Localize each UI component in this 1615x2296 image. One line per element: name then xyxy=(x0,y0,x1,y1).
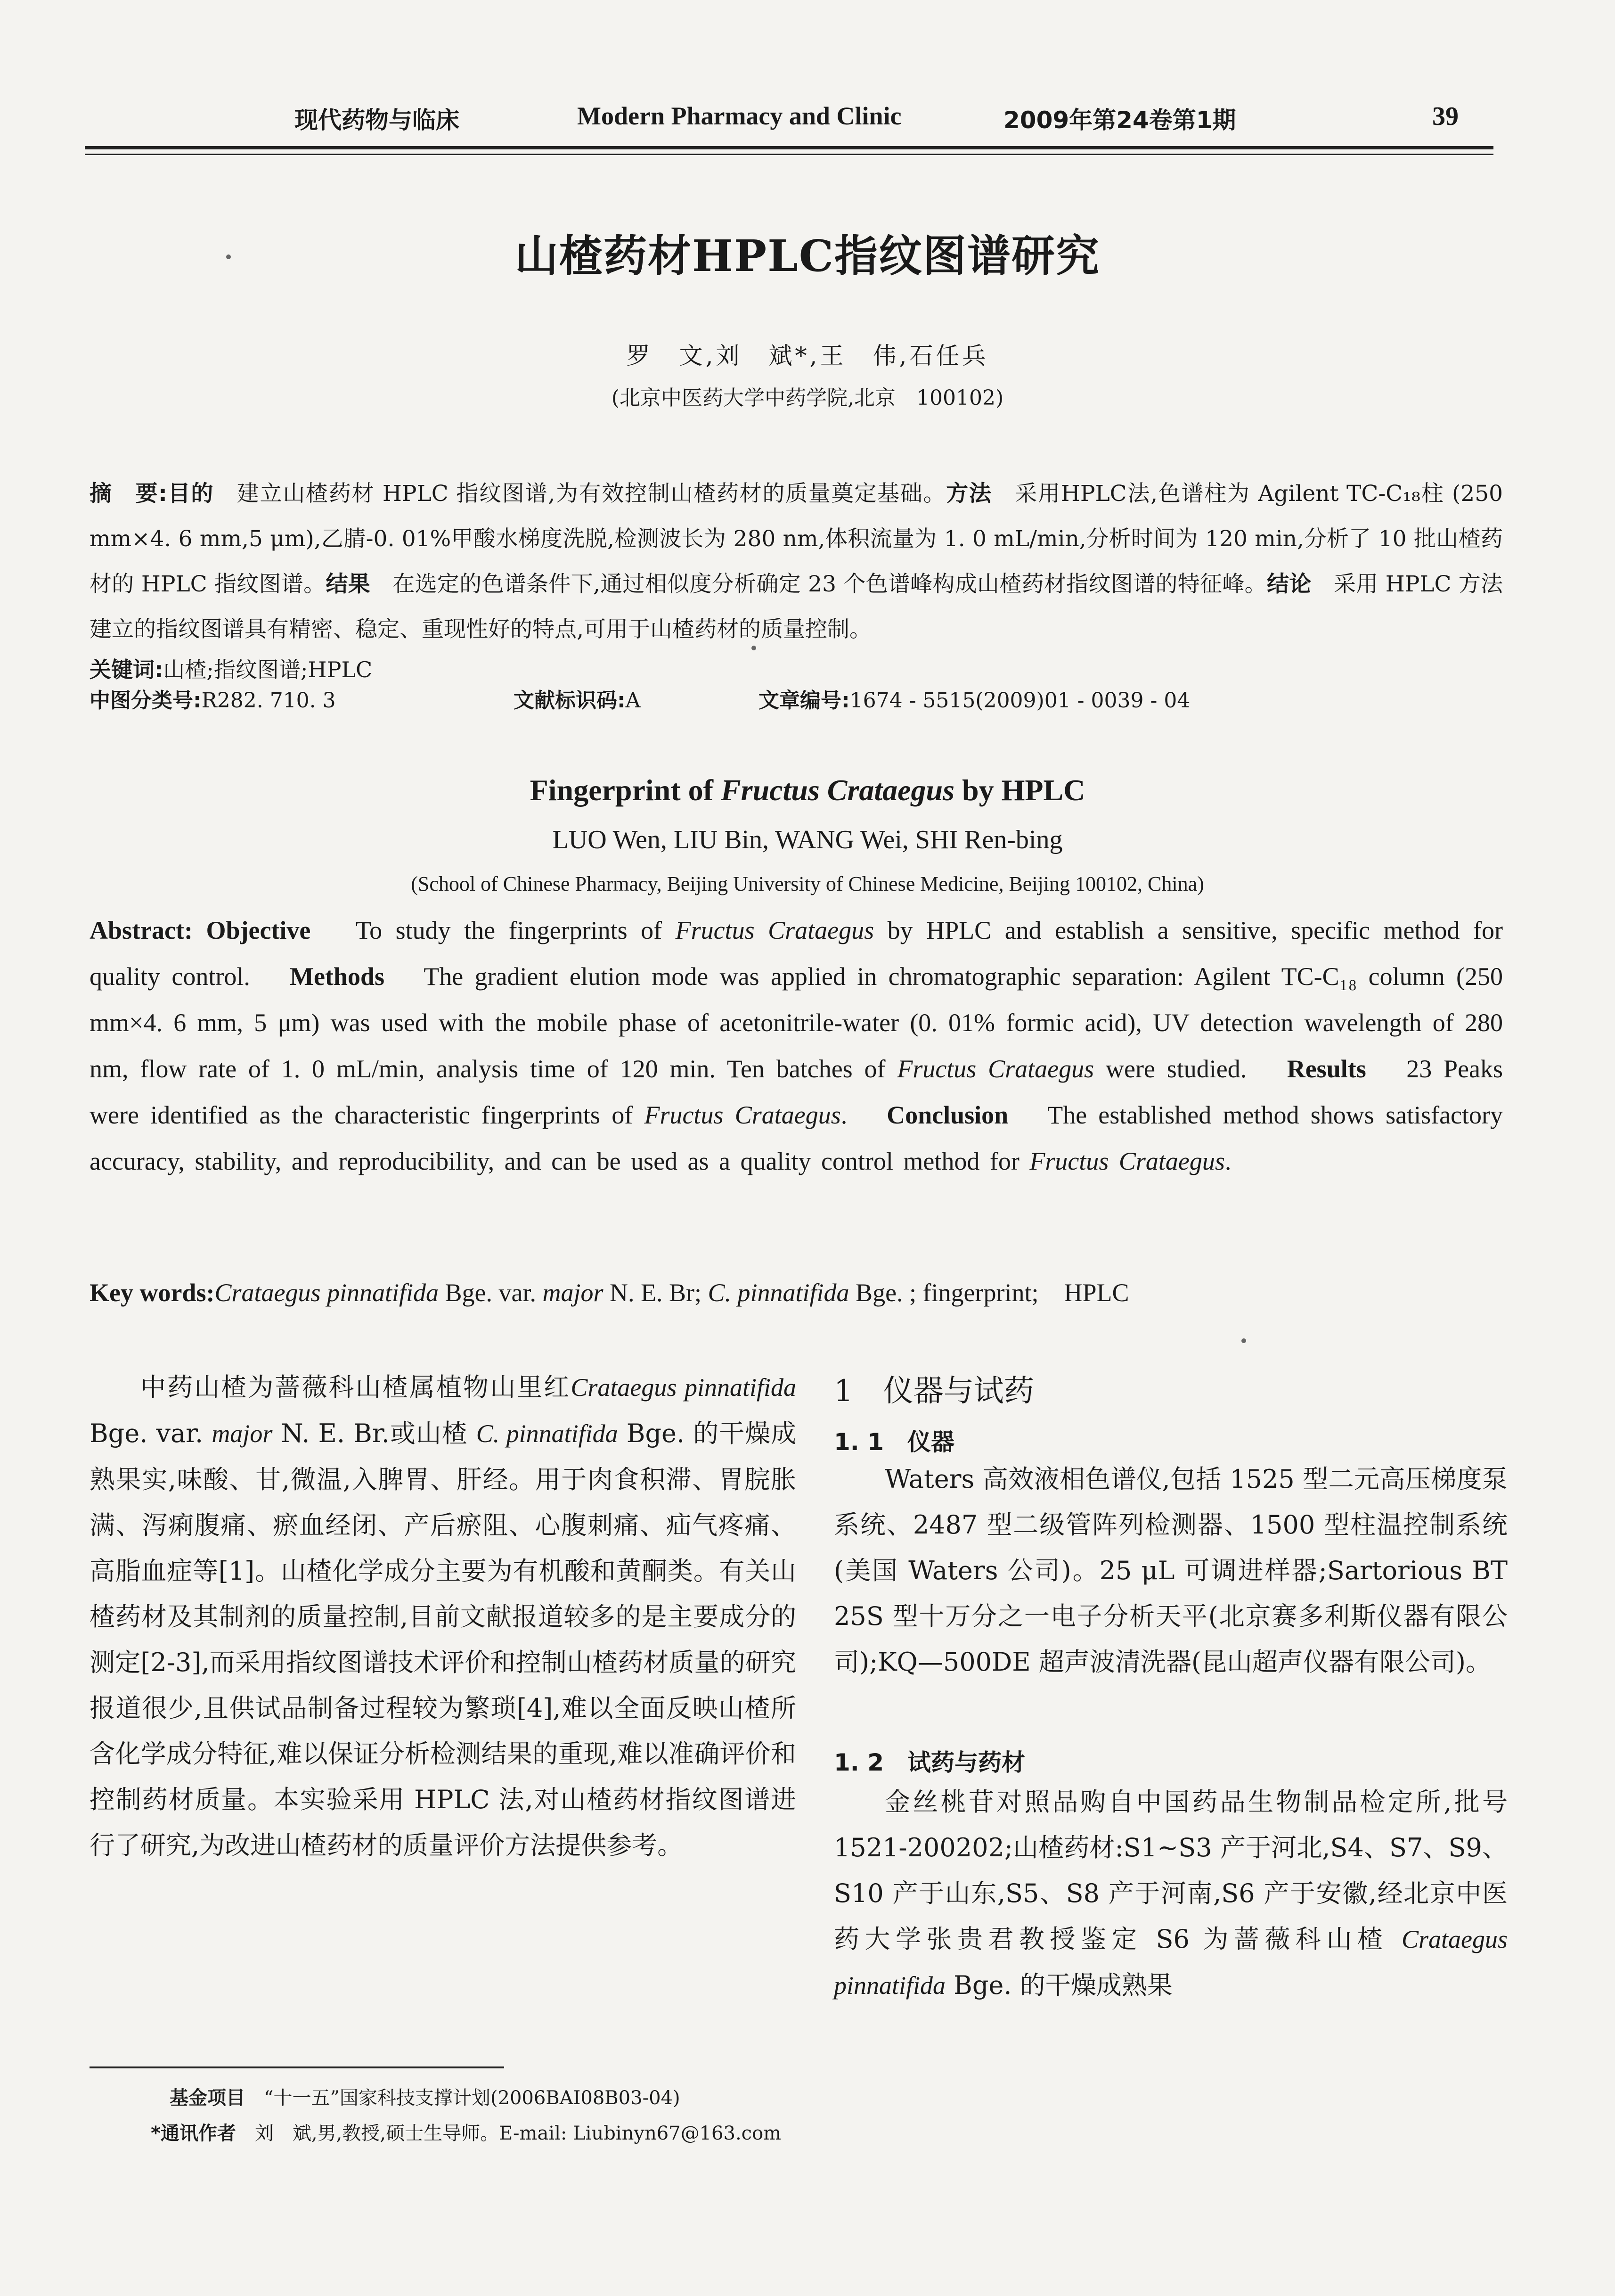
objective-en-text-b: by HPLC and establish a sensitive, specific method for quality control. xyxy=(90,916,1503,991)
keyword-2-italic: C. pinnatifida xyxy=(708,1279,849,1307)
results-text: 在选定的色谱条件下,通过相似度分析确定 23 个色谱峰构成山楂药材指纹图谱的特征峰。 xyxy=(392,571,1267,597)
keyword-1-b: N. E. Br; xyxy=(603,1279,708,1307)
methods-en-text-b: were studied. xyxy=(1094,1055,1247,1083)
correspondence-note xyxy=(151,2118,781,2145)
intro-species-var: major xyxy=(212,1419,273,1448)
keyword-1: Bge. var. xyxy=(439,1279,543,1307)
clc-value: R282. 710. 3 xyxy=(201,689,336,713)
intro-text-2: Bge. var. xyxy=(90,1419,212,1448)
subsection-1-2-number: 1. 2 xyxy=(834,1749,884,1776)
title-en-post: by HPLC xyxy=(954,773,1085,807)
subsection-1-1-heading xyxy=(834,1423,954,1457)
conclusion-en-italic: Fructus Crataegus xyxy=(1029,1147,1225,1175)
results-en-text-b: . xyxy=(840,1101,848,1129)
affiliation-cn: (北京中医药大学中药学院,北京 100102) xyxy=(611,386,1004,410)
doc-code xyxy=(514,683,640,713)
scan-speck xyxy=(1241,1338,1246,1343)
funding-label: 基金项目 xyxy=(170,2087,245,2109)
intro-species-2: C. pinnatifida xyxy=(476,1419,618,1448)
affiliation-en: (School of Chinese Pharmacy, Beijing University of Chinese Medicine, Beijing 100102, China) xyxy=(411,872,1204,895)
instruments-paragraph: Waters 高效液相色谱仪,包括 1525 型二元高压梯度泵系统、2487 型二级管阵列检测器、1500 型柱温控制系统(美国 Waters 公司)。25 μL 可调进样器;Sartorious BT 25S 型十万分之一电子分析天平(北京赛多利斯仪器有限公司);KQ—500DE 超声波清洗器(昆山超声仪器有限公司)。 xyxy=(834,1464,1508,1677)
journal-name-en: Modern Pharmacy and Clinic xyxy=(577,102,902,130)
article-title-en xyxy=(0,773,1615,808)
objective-text: 建立山楂药材 HPLC 指纹图谱,为有效控制山楂药材的质量奠定基础。 xyxy=(237,481,946,507)
intro-paragraph xyxy=(90,1364,796,1868)
methods-en-text: The gradient elution mode was applied in chromatographic separation: Agilent TC-C₁₈ column (250 mm×4. 6 mm, 5 μm) was used with the mobile phase of acetonitrile-water (0. 01% formic acid), UV detection wavelength of 280 nm, flow rate of 1. 0 mL/min, analysis time of 120 min. Ten batches of xyxy=(90,962,1503,1083)
authors-cn: 罗 文,刘 斌*,王 伟,石任兵 xyxy=(626,342,989,369)
funding-text: “十一五”国家科技支撑计划(2006BAI08B03-04) xyxy=(264,2087,680,2109)
article-number-label: 文章编号: xyxy=(759,689,850,713)
article-number xyxy=(759,683,1190,713)
conclusion-en-text-b: . xyxy=(1224,1147,1232,1175)
keywords-cn xyxy=(90,653,372,684)
keyword-1-italic-2: major xyxy=(542,1279,604,1307)
methods-text: 采用HPLC法,色谱柱为 Agilent TC-C₁₈柱 (250 mm×4. 6 mm,5 μm),乙腈-0. 01%甲酸水梯度洗脱,检测波长为 280 nm,体积流量为 1. 0 mL/min,分析时间为 120 min,分析了 10 批山楂药材的 HPLC 指纹图谱。 xyxy=(90,481,1503,597)
section-1-heading xyxy=(834,1367,1034,1410)
doc-value: A xyxy=(625,689,641,713)
correspondence-text: 刘 斌,男,教授,硕士生导师。E-mail: Liubinyn67@163.com xyxy=(254,2123,782,2144)
results-en-italic: Fructus Crataegus xyxy=(644,1101,841,1129)
keyword-1-italic: Crataegus pinnatifida xyxy=(214,1279,439,1307)
methods-label: 方法 xyxy=(946,481,992,507)
objective-en-text: To study the fingerprints of xyxy=(355,916,676,944)
intro-species-1: Crataegus pinnatifida xyxy=(571,1373,796,1402)
authors-en: LUO Wen, LIU Bin, WANG Wei, SHI Ren-bing xyxy=(552,825,1063,854)
results-label: 结果 xyxy=(326,571,370,597)
article-number-value: 1674 - 5515(2009)01 - 0039 - 04 xyxy=(849,689,1191,713)
section-1-title: 仪器与试药 xyxy=(883,1374,1034,1409)
title-en-italic: Fructus Crataegus xyxy=(720,773,955,807)
conclusion-text: 采用 HPLC 方法建立的指纹图谱具有精密、稳定、重现性好的特点,可用于山楂药材的质量控制。 xyxy=(90,571,1503,642)
journal-name-cn: 现代药物与临床 xyxy=(294,107,459,134)
keywords-cn-text: 山楂;指纹图谱;HPLC xyxy=(163,657,373,682)
keywords-en xyxy=(90,1272,1526,1309)
abstract-en-label: Abstract: xyxy=(90,916,193,944)
abstract-cn-label: 摘 要: xyxy=(90,481,167,507)
footnote-rule xyxy=(90,2066,504,2068)
intro-text-4: Bge. 的干燥成熟果实,味酸、甘,微温,入脾胃、肝经。用于肉食积滞、胃脘胀满、泻痢腹痛、瘀血经闭、产后瘀阻、心腹刺痛、疝气疼痛、高脂血症等[1]。山楂化学成分主要为有机酸和黄酮类。有关山楂药材及其制剂的质量控制,目前文献报道较多的是主要成分的测定[2-3],而采用指纹图谱技术评价和控制山楂药材质量的研究报道很少,且供试品制备过程较为繁琐[4],难以全面反映山楂所含化学成分特征,难以保证分析检测结果的重现,难以准确评价和控制药材质量。本实验采用 HPLC 法,对山楂药材指纹图谱进行了研究,为改进山楂药材的质量评价方法提供参考。 xyxy=(90,1419,797,1860)
doc-label: 文献标识码: xyxy=(514,689,626,713)
reagents-text-b: Bge. 的干燥成熟果 xyxy=(946,1970,1173,2000)
header-rule xyxy=(85,146,1493,149)
intro-text-3: 或山楂 xyxy=(389,1419,476,1448)
intro-text-1: 中药山楂为蔷薇科山楂属植物山里红 xyxy=(140,1372,571,1402)
intro-text-2b: N. E. Br. xyxy=(272,1419,390,1448)
subsection-1-2-title: 试药与药材 xyxy=(907,1749,1025,1776)
results-en-text: 23 Peaks were identified as the characteristic fingerprints of xyxy=(90,1055,1503,1129)
clc-label: 中图分类号: xyxy=(90,689,202,713)
section-1-number: 1 xyxy=(834,1374,853,1409)
reagents-paragraph xyxy=(834,1779,1508,2009)
clc-number xyxy=(90,683,336,713)
keyword-2: Bge. ; fingerprint; HPLC xyxy=(849,1279,1129,1307)
scan-speck xyxy=(226,254,231,259)
title-en-pre: Fingerprint of xyxy=(530,773,721,807)
objective-en-label: Objective xyxy=(206,916,311,944)
subsection-1-1-title: 仪器 xyxy=(907,1428,954,1456)
objective-en-italic: Fructus Crataegus xyxy=(675,916,874,944)
funding-note xyxy=(170,2083,680,2110)
reagents-species: Crataegus pinnatifida xyxy=(834,1925,1508,2000)
conclusion-label: 结论 xyxy=(1266,571,1312,597)
results-en-label: Results xyxy=(1287,1055,1366,1083)
correspondence-label: *通讯作者 xyxy=(151,2123,236,2144)
abstract-en xyxy=(90,907,1503,1184)
subsection-1-2-heading xyxy=(834,1744,1025,1778)
methods-en-italic: Fructus Crataegus xyxy=(897,1055,1094,1083)
article-title: 山楂药材HPLC指纹图谱研究 xyxy=(514,230,1100,281)
objective-label: 目的 xyxy=(167,481,214,507)
header-rule-thin xyxy=(85,154,1493,155)
keywords-cn-label: 关键词: xyxy=(90,657,163,682)
issue-info: 2009年第24卷第1期 xyxy=(1003,107,1236,134)
conclusion-en-label: Conclusion xyxy=(887,1101,1009,1129)
abstract-cn xyxy=(90,471,1503,652)
keywords-en-label: Key words: xyxy=(90,1279,215,1307)
conclusion-en-text: The established method shows satisfactory accuracy, stability, and reproducibility, and can be used as a quality control method for xyxy=(90,1101,1503,1175)
subsection-1-1-number: 1. 1 xyxy=(834,1428,884,1456)
page-number: 39 xyxy=(1432,102,1459,131)
methods-en-label: Methods xyxy=(290,962,384,991)
reagents-text: 金丝桃苷对照品购自中国药品生物制品检定所,批号 1521-200202;山楂药材:S1~S3 产于河北,S4、S7、S9、S10 产于山东,S5、S8 产于河南,S6 产于安徽,经北京中医药大学张贵君教授鉴定 S6 为蔷薇科山楂 xyxy=(834,1787,1508,1954)
scan-speck xyxy=(751,646,756,650)
